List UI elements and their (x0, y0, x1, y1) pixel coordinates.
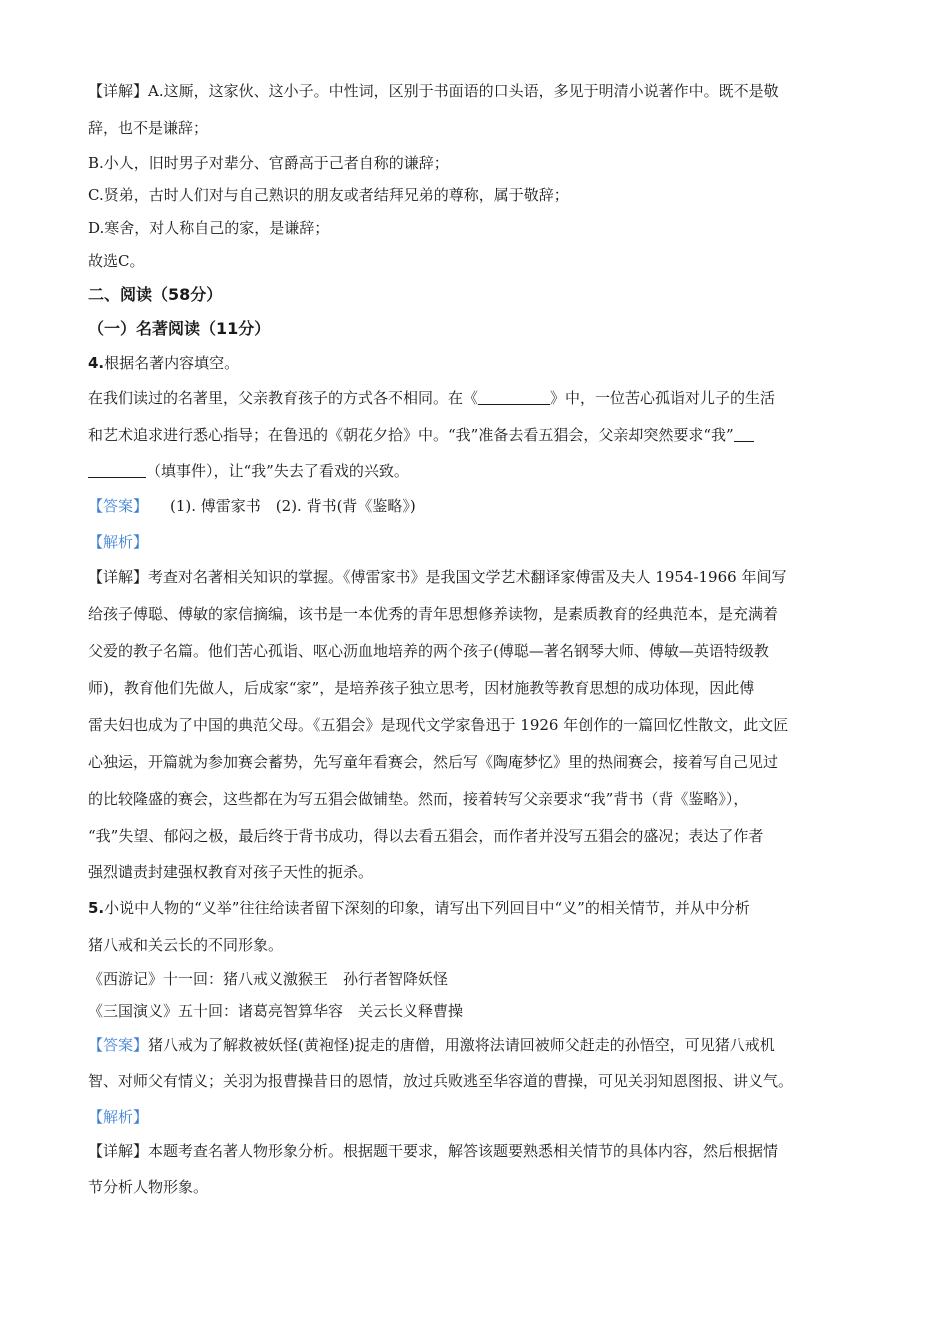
question-5-number: 5. (88, 899, 105, 917)
question-5-title-2: 猪八戒和关云长的不同形象。 (88, 936, 284, 954)
question-4-detail-6: 心独运，开篇就为参加赛会蓄势，先写童年看赛会，然后写《陶庵梦忆》里的热闹赛会，接着写自己见过 (88, 753, 779, 771)
question-4-answer-text: (1). 傅雷家书 (2). 背书(背《鉴略》) (170, 497, 416, 515)
question-5-answer-1 (88, 1034, 864, 1056)
answer-blank-2b (88, 461, 146, 478)
question-5-answer-2: 智、对师父有情义；关羽为报曹操昔日的恩情，放过兵败逃至华容道的曹操，可见关羽知恩图报、讲义气。 (88, 1072, 794, 1090)
question-5-detail-1: 【详解】本题考查名著人物形象分析。根据题干要求，解答该题要熟悉相关情节的具体内容，然后根据情 (88, 1142, 779, 1160)
question-4-para-1b: 》中，一位苦心孤诣对儿子的生活 (550, 389, 776, 407)
question-4-para-3-text: （填事件），让“我”失去了看戏的兴致。 (146, 462, 409, 480)
question-4-detail-7: 的比较隆盛的赛会，这些都在为写五猖会做铺垫。然而，接着转写父亲要求“我”背书（背《鉴略》）， (88, 790, 749, 808)
question-4-para-2 (88, 424, 864, 446)
question-4-para-1a: 在我们读过的名著里，父亲教育孩子的方式各不相同。在《 (88, 389, 479, 407)
question-5-detail-2: 节分析人物形象。 (88, 1178, 209, 1196)
option-b-line: B.小人，旧时男子对辈分、官爵高于己者自称的谦辞； (88, 154, 449, 172)
question-4-detail-8: “我”失望、郁闷之极，最后终于背书成功，得以去看五猖会，而作者并没写五猖会的盛况；表达了作者 (88, 827, 764, 845)
question-4-detail-2: 给孩子傅聪、傅敏的家信摘编，该书是一本优秀的青年思想修养读物，是素质教育的经典范本，是充满着 (88, 605, 779, 623)
answer-tag: 【答案】 (88, 497, 149, 515)
question-4-title-text: 根据名著内容填空。 (104, 354, 240, 372)
choice-line: 故选C。 (88, 252, 145, 270)
question-4-analysis-tag: 【解析】 (88, 533, 149, 551)
section-heading-reading: 二、阅读（58分） (88, 285, 223, 304)
answer-blank-2a (734, 425, 754, 442)
question-4-answer (88, 495, 864, 517)
question-5-answer-text-1: 猪八戒为了解救被妖怪(黄袍怪)捉走的唐僧，用激将法请回被师父赶走的孙悟空，可见猪八戒机 (148, 1036, 775, 1054)
question-5-title-text: 小说中人物的“义举”往往给读者留下深刻的印象，请写出下列回目中“义”的相关情节，并从中分析 (104, 899, 750, 917)
question-5-chapter-1: 《西游记》十一回：猪八戒义激猴王 孙行者智降妖怪 (88, 970, 449, 988)
question-4-detail-5: 雷夫妇也成为了中国的典范父母。《五猖会》是现代文学家鲁迅于 1926 年创作的一篇回忆性散文，此文匠 (88, 716, 789, 734)
question-4-detail-9: 强烈谴责封建强权教育对孩子天性的扼杀。 (88, 863, 374, 881)
question-5-title-1 (88, 897, 864, 919)
question-4-para-1 (88, 387, 864, 409)
question-4-detail-4: 师)，教育他们先做人，后成家“家”，是培养孩子独立思考，因材施教等教育思想的成功体现，因此傅 (88, 679, 755, 697)
question-4-detail-3: 父爱的教子名篇。他们苦心孤诣、呕心沥血地培养的两个孩子(傅聪—著名钢琴大师、傅敏—英语特级教 (88, 642, 769, 660)
question-4-para-2-text: 和艺术追求进行悉心指导；在鲁迅的《朝花夕拾》中。“我”准备去看五猖会，父亲却突然要求“我” (88, 426, 734, 444)
question-4-title (88, 352, 864, 374)
answer-tag: 【答案】 (88, 1036, 149, 1054)
question-4-detail-1: 【详解】考查对名著相关知识的掌握。《傅雷家书》是我国文学艺术翻译家傅雷及夫人 1954-1966 年间写 (88, 568, 787, 586)
subsection-heading-classics: （一）名著阅读（11分） (88, 319, 271, 338)
question-4-number: 4. (88, 354, 105, 372)
detail-line-1: 【详解】A.这厮，这家伙、这小子。中性词，区别于书面语的口头语，多见于明清小说著作中。既不是敬 (88, 82, 779, 100)
option-d-line: D.寒舍，对人称自己的家，是谦辞； (88, 219, 330, 237)
detail-line-2: 辞，也不是谦辞； (88, 119, 209, 137)
question-5-chapter-2: 《三国演义》五十回：诸葛亮智算华容 关云长义释曹操 (88, 1002, 464, 1020)
question-5-analysis-tag: 【解析】 (88, 1108, 149, 1126)
option-c-line: C.贤弟，古时人们对与自己熟识的朋友或者结拜兄弟的尊称，属于敬辞； (88, 186, 569, 204)
answer-blank-1 (478, 388, 550, 405)
question-4-para-3 (88, 460, 864, 482)
